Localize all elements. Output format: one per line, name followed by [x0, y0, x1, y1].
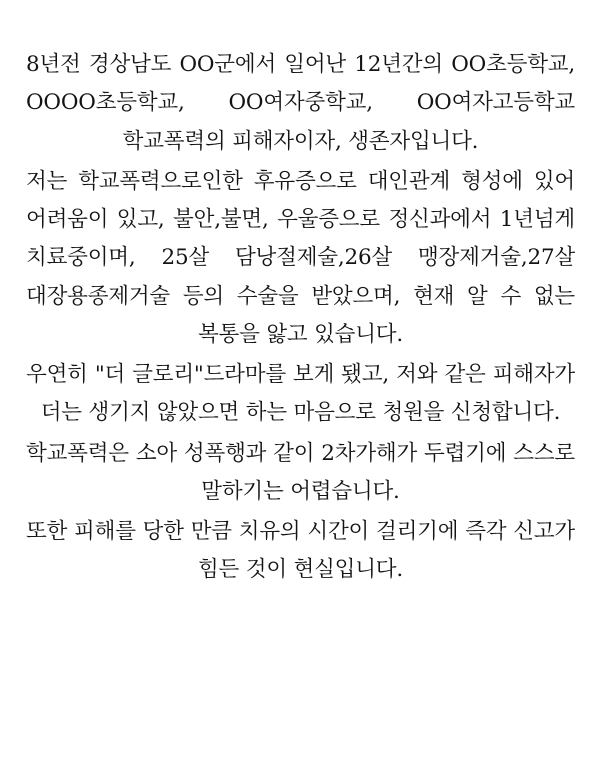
- paragraph-4: 학교폭력은 소아 성폭행과 같이 2차가해가 두렵기에 스스로 말하기는 어렵습니다.: [26, 440, 575, 504]
- paragraph-5: 또한 피해를 당한 만큼 치유의 시간이 걸리기에 즉각 신고가 힘든 것이 현실입니다.: [26, 519, 575, 583]
- paragraph-2: 저는 학교폭력으로인한 후유증으로 대인관계 형성에 있어 어려움이 있고, 불안,불면, 우울증으로 정신과에서 1년넘게 치료중이며, 25살 담낭절제술,26살 맹장제거술,27살 대장용종제거술 등의 수술을 받았으며, 현재 알 수 없는 복통을 앓고 있습니다.: [26, 168, 575, 347]
- paragraph-3: 우연히 "더 글로리"드라마를 보게 됐고, 저와 같은 피해자가 더는 생기지 않았으면 하는 마음으로 청원을 신청합니다.: [26, 362, 575, 426]
- paragraph-1: 8년전 경상남도 OO군에서 일어난 12년간의 OO초등학교, OOOO초등학교, OO여자중학교, OO여자고등학교 학교폭력의 피해자이자, 생존자입니다.: [26, 52, 575, 154]
